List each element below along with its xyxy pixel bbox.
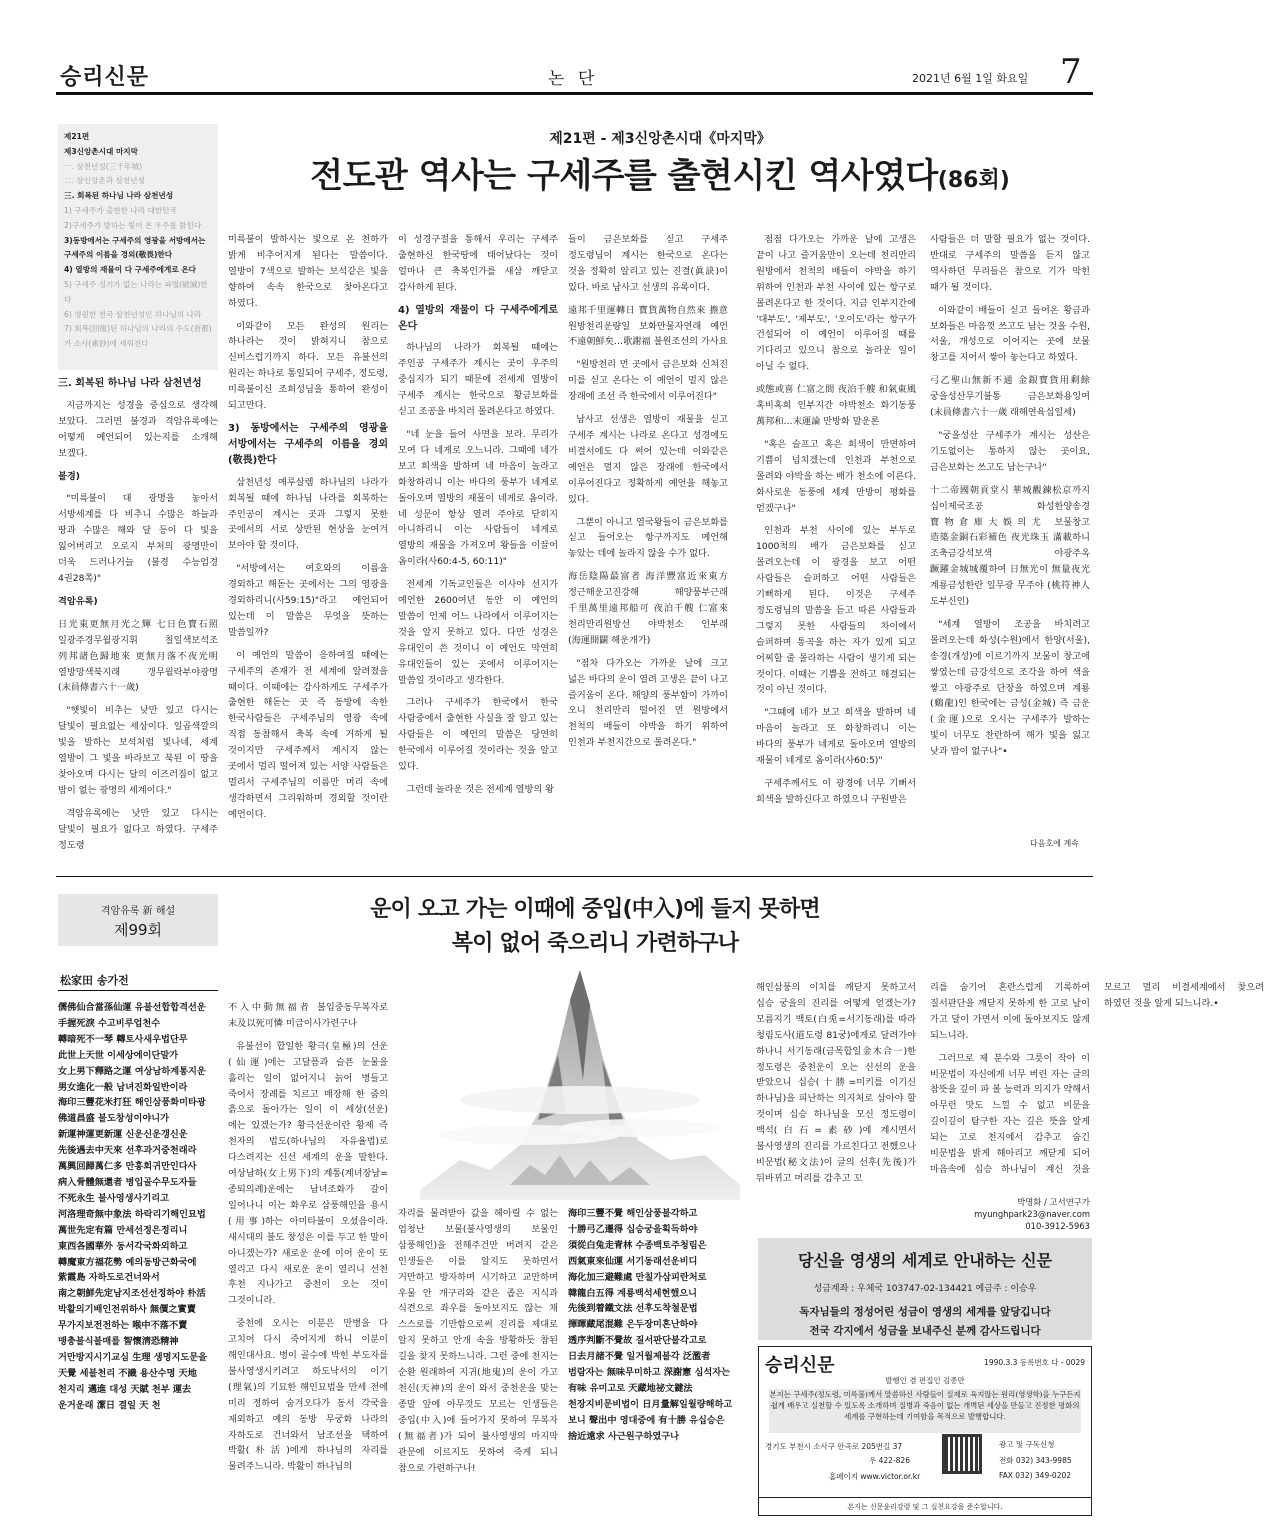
ad-account: 성금계좌 : 우체국 103747-02-134421 예금주 : 이승우 (813, 1284, 1037, 1294)
paragraph: 이와같이 모든 완성의 원리는 하나라는 것이 밝혀지니 참으로 신비스럽기까지 하다. 모든 유불선의 원리는 하나로 통일되어 구세주, 정도령, 미륵불이신 조희성님을 통하여 완성이 되고만다. (228, 320, 388, 412)
article2-column-2 (228, 1000, 388, 1515)
paragraph: "미륵불이 대 광명을 놓아서 서방세계를 다 비추니 수많은 하늘과 땅과 수많은 해와 달 등이 다 빛을 잃어버리고 오로지 부처의 광명만이 더욱 드러나거늘 (불경 수능엄경 4권28쪽)" (58, 493, 218, 584)
paragraph: 지금까지는 성경을 중심으로 생각해 보았다. 그러면 불경과 격암유록에는 어떻게 예언되어 있는지를 소개해 보겠다. (58, 399, 218, 459)
paragraph: 十二帝國朝貢堂시 華城觀鍊松京까지 십이제국조공 화성한양송경 寶物倉庫大娛의尤 보물창고 造築金銅石彩補色 夜光珠玉 滿載하니 조축금강석보색 야광주옥 蹶躍金城城覆하여 日無光이 無量夜光 계룡금성한란 일무광 무주야 (桃符神人 도부신인) (930, 484, 1090, 608)
paragraph: 弓乙聖山無新不通 金銀寶貨用剩餘 궁을성산무기불통 금은보화용잉여 (末員條書六十一歲 래해연육십일세) (930, 375, 1090, 419)
continued-note: 다음호에 계속 (1030, 839, 1079, 848)
paragraph: 이와같이 배들이 싣고 들어온 황금과 보화들은 마음껏 쓰고도 남는 것을 수원, 서울, 개성으로 이어지는 곳에 보물 창고를 지어서 쌓아 놓는다고 하였다. (930, 304, 1090, 364)
paragraph: 不入中動無福者 불입중동무복자로 末及以死可憐 미급이사가련구나 (228, 1002, 388, 1029)
ad-headline: 당신을 영생의 세계로 안내하는 신문 (797, 1251, 1053, 1270)
paragraph: 구세주께서도 이 광경에 너무 기뻐서 희색을 발하신다고 하였으니 구원받은 (756, 778, 916, 805)
ad-inquiry-label: 광고 및 구독신청 (999, 1440, 1055, 1449)
masthead-tel: 전화 032) 343-9985 (999, 1456, 1072, 1465)
subheading: 3) 동방에서는 구세주의 영광을 서방에서는 구세주의 이름을 경외(敬畏)한다 (228, 422, 388, 466)
paragraph: 미륵불이 발하시는 빛으로 온 천하가 밝게 비추어지게 된다는 말씀이다. 열방이 7색으로 발하는 보석같은 빛을 향하여 속속 한국으로 찾아온다고 하였다. (228, 234, 388, 309)
paragraph: 점점 다가오는 가까운 날에 고생은 끝이 나고 즐거움만이 오는데 천리만리 원방에서 천척의 배들이 야박을 하기 위하여 인천과 부천 사이에 있는 항구로 몰려온다고 한 것이다. 지금 인부지간에 '대부도', '제부도', '오이도'라는 항구가 건설되어 이 예언이 이루어질 때를 기다리고 있으니 참으로 놀라운 일이 아닐 수 없다. (756, 234, 916, 373)
section-title: 논 단 (548, 69, 599, 89)
masthead-address: 경기도 부천시 소사구 안곡로 205번길 37 (765, 1442, 903, 1451)
paragraph: "세계 열방이 조공을 바치려고 몰려오는데 화성(수원)에서 한양(서울), 송경(개성)에 이르기까지 보물이 창고에 쌓였는데 금강석으로 조각을 하여 색을 쌓고 야광주로 단장을 하였으며 계룡(鷄龍)인 한국에는 금성(金城) 즉 금운(金運)으로 오시는 구세주가 발하는 빛이 너무도 찬란하여 해가 빛을 잃고 낮과 밤이 없구나"• (930, 618, 1090, 758)
paragraph: 유불선이 합일한 황극(皇極)의 선운(仙運)에는 고달픔과 슬픈 눈물을 흘리는 일이 없어지니 늙어 병들고 죽어서 장례를 치르고 매장해 한 줌의 흙으로 돌아가는 일이 이 세상(선운)에는 있겠는가? 황극선운이란 황제 즉 천자의 법도(하나님의 자유율법)로 다스려지는 신선 세계의 운을 말한다. 여상남하(女上男下)의 계통(계녀장남=종퇴의례)운에는 남녀조화가 갈이 일어나니 이는 화우로 삼풍해인을 용시(用事)하는 아미타불이 오셨음이라. 새시대의 불도 창성은 이를 두고 한 말이 아니겠는가? 새로운 운에 이어 운이 또 열리고 다시 새로운 운이 열리니 선천 후천 지나가고 중천이 오는 것이 그것이니라. (228, 1040, 388, 1307)
article2-verse-column-1: 儒佛仙合當孫仙運 유불선합합격선운 手握死淚 수고비루업천수 轉暗死不一琴 轉토사새우법단무 此世上天世 이세상에이단말가 女上男下釋路之運 여상남하계통지운 男女進化一般 남녀진화일반이라 海印三豐花米打狂 해인삼풍화미타광 佛道昌盛 불도창성이야니가 新運神運更新運 신운신운갱신운 先後遇去中天來 선후과거중천래라 萬興回歸萬仁多 만흥회귀만인다사 病入骨體無還者 병입골수무도자들 不死永生 불사영생사기리고 河洛理奇無中象法 하락리기해인묘법 萬世先定有篇 만세선정은정리니 東西各國華外 동서각국화외하고 轉魔東方福花勢 예의동방근화국에 紫霞島 자하도로건너와서 南之朝鮮先定남지조선선정하야 朴活 박활의기배인전위하사 無價之實賣 무가지보전전하는 喉中不落不賣 맹충불식불매를 智懷淸恐精神 거만방지시기교심 生理 생명지도문을 天覺 세불천리 不識 용산수명 天地 천지리 邁進 대성 天賦 천부 運去 운거운래 潔日 결일 天 천 (58, 1002, 208, 1411)
paragraph: 해인삼풍의 이치를 깨닫지 못하고서 십승 궁을의 진리를 어떻게 얻겠는가? 모름지기 백토(白兎=서기동래)를 따라 청림도사(道도령 81궁)에게로 달려가야 하나니 서기동래(금목합일金木合一)한 정도령은 중천운이 오는 신선의 운을 받았으니 십승(十勝=미키를 이기신 하나님)을 피난하는 의지처로 삼아야 할 것이며 십승 하나님을 모신 정도령이 백석(白石=素砂)에 계시면서 불사영생의 진리를 가르친다고 전했으나 비문법(秘文法)이 글의 선후(先後)가 뒤바뀌고 머리를 감추고 꼬 (756, 982, 916, 1184)
article1-column-5 (756, 232, 916, 870)
brand-logo: 승리신문 (60, 65, 150, 90)
toc-title: 제3신앙촌시대 마지막 (64, 146, 138, 156)
paragraph: 이 예언의 말씀이 응하여질 때에는 구세주의 존재가 전 세계에 알려졌을 때이다. 이때에는 감사하게도 구세주가 출현한 해돋는 곳 즉 동방에 속한 한국사람들은 구세주님의 영광 속에 직접 동참해서 축복 속에 거하게 될 것이지만 구세주께서 계시지 않는 곳에서 멀리 떨어져 있는 서양 사람들은 멀리서 구세주님의 이름만 머리 속에 생각하면서 그리워하며 경외할 것이란 예언이다. (228, 649, 388, 820)
article2-headline-2: 복이 없어 죽으리니 가련하구나 (451, 931, 739, 956)
paragraph: "서방에서는 여호와의 이름을 경외하고 해돋는 곳에서는 그의 영광을 경외하리니(사59:15)"라고 예언되어 있는데 이 말씀은 무엇을 뜻하는 말씀일까? (228, 563, 388, 638)
paragraph: 이 성경구절을 통해서 우리는 구세주 출현하신 한국땅에 태어났다는 것이 얼마나 큰 축복인가를 새삼 깨닫고 감사하게 된다. (398, 234, 558, 293)
paragraph: 중천에 오시는 이분은 만병을 다 고치어 다시 죽어지게 하니 이분이 해인대사요. 병이 골수에 박힌 부도자를 불사영생시키려고 하도낙서의 이기(理氣)의 기묘한 해인묘법을 만세 전에 미리 정하여 숨겨오다가 동서 각국을 제외하고 예의 동방 무궁화 나라의 자하도로 건너와서 남조선을 택하여 박활(朴活)에게 하나님의 자리를 물려주느니라. 박활이 하나님의 (228, 1318, 388, 1473)
masthead-brand: 승리신문 (765, 1355, 835, 1376)
paragraph: 인천과 부천 사이에 있는 부두로 1000척의 배가 금은보화를 싣고 몰려오는데 이 광경을 보고 어떤 사람들은 슬퍼하고 어떤 사람들은 기뻐하게 된다. 이것은 구세주 정도령님의 말씀을 듣고 따른 사람들과 그렇지 못한 사람들의 차이에서 슬퍼하며 통곡을 하는 자가 있게 되고 어찌할 줄 몰라하는 사람이 생기게 되는 것이다. 이때는 기쁨을 전하고 해결되는 것이 아닌 것이다. (756, 525, 916, 696)
toc-item: 3)동방에서는 구세주의 영광을 서방에서는 구세주의 이름을 경외(敬畏)한다 (64, 235, 206, 260)
section-divider (56, 876, 1093, 877)
paragraph: "원방천리 먼 곳에서 금은보화 신쳐진 미를 싣고 온다는 이 예언이 멀지 않은 장래에 조선 즉 한국에서 이루어진다" (568, 359, 728, 403)
paragraph: 격암유록) (58, 595, 98, 607)
paragraph: 사람들은 더 말할 필요가 없는 것이다. 반대로 구세주의 말씀을 듣지 않고 역사하던 무리들은 참으로 기가 막힌 때가 될 것이다. (930, 234, 1090, 293)
byline (930, 1196, 1090, 1232)
toc-item: 一. 삼천년성(三千年城) (64, 161, 143, 171)
paragraph: 격암유록에는 낮만 있고 다시는 달빛이 필요가 없다고 하였다. 구세주 정도령 (58, 807, 218, 851)
paragraph: "궁을성산 구세주가 계시는 성산은 기도없이는 통하지 않는 곳이요, 금은보화는 쓰고도 남는구나" (930, 429, 1090, 473)
toc-item: 三. 회복된 하나님 나라 삼천년성 (64, 191, 174, 201)
toc-item: 6) 영원한 천국 삼천년성인 하나님의 나라 (64, 309, 202, 319)
paragraph: 日光東更無月光之輝 七日色寶石照 일광주경무월광지휘 칠일색보석조 列邦諸色歸地來 更無月落不夜光明 열방망색북지래 갱무월락부야광명 (末員條書六十一歲) (58, 618, 218, 694)
ad-thanks-1: 독자님들의 정성어린 성금이 영생의 세계를 앞당깁니다 (799, 1306, 1051, 1318)
masthead-zip: 우 422-826 (869, 1456, 910, 1465)
masthead-box (758, 1346, 1092, 1516)
paragraph: 하나님의 나라가 회복될 때에는 주인공 구세주가 계시는 곳이 우주의 중심지가 되기 때문에 전세계 열방이 구세주 계시는 한국으로 황금보화를 싣고 조공을 바치러 몰려온다고 하였다. (398, 342, 558, 418)
article1-headline: 전도관 역사는 구세주를 출현시킨 역사였다 (310, 156, 938, 196)
series-episode: 제99회 (113, 921, 163, 939)
donation-ad-box (758, 1238, 1092, 1340)
issue-date: 2021년 6월 1일 화요일 (912, 72, 1029, 85)
paragraph: "그때에 네가 보고 희색을 발하며 네 마음이 놀라고 또 화창하리니 이는 바다의 풍부가 네게로 돌아오며 열방의 재물이 네게로 옴이라(사60:5)" (756, 707, 916, 767)
article1-column-2 (228, 232, 388, 852)
paragraph: "점차 다가오는 가까운 날에 크고 넓은 바다의 운이 열려 고생은 끝이 나고 즐거움이 온다. 해양의 풍부함이 가까이 오니 천리만리 떨어진 먼 원방에서 천척의 배들이 야박을 하기 위하여 인천과 부천지간으로 몰려온다." (568, 657, 728, 749)
qr-code-icon[interactable] (945, 1437, 979, 1471)
article2-column-3 (398, 1206, 558, 1515)
series-toc (58, 124, 218, 370)
article2-verse-column-4: 海印三豐不覺 해인삼풍불각하고 十勝弓乙遷得 십승궁을획득하야 須從白兔走青林 수종백토주청림은 西氣東來仙運 서기동래선운비디 海化加三避難處 만칠가삼피란처로 韓龍白五得 계룡백석세현했으니 先後到着鐵文法 선후도착철문법 揮暉藏尾混難 은두장미혼난하야 透序判斷不覺故 질서판단불각고로 日去月諸不覺 일거월제불각 泛濫者 범람자는 無味무미하고 深謝憲 심석자는 有味 유미고로 天藏地祕文鍵法 천장지비문비법이 日月量解일월량해하고 보니 聲出中 영대중에 有十勝 유십승은 捨近遠求 사근원구하였구나 (568, 1208, 733, 1442)
masthead-homepage: 홈페이지 www.victor.or.kr (829, 1472, 921, 1481)
toc-item: 4) 열방의 재물이 다 구세주에게로 온다 (64, 265, 197, 275)
toc-item: 1) 구세주가 출현한 나라 대한민국 (64, 205, 177, 215)
paragraph: "네 눈을 들어 사면을 보라. 무리가 모여 다 네게로 오느니라. 그때에 네가 보고 희색을 발하며 네 마음이 놀라고 화창하리니 이는 바다의 풍부가 네게로 돌아오며 열방의 재물이 네게로 옴이라. 네 성문이 항상 열려 주야로 닫히지 아니하리니 이는 사람들이 네게로 열방의 재물을 가져오며 왕들을 이끌어 옴이라(사60:4-5, 60:11)" (398, 428, 558, 568)
masthead-publisher: 발행인 겸 편집인 김종만 (885, 1376, 965, 1385)
paragraph: 리를 숨기어 혼란스럽게 기록하여 질서판단을 깨닫지 못하게 한 고로 날이 가고 달이 가면서 이에 돌아보지도 않게 되느니라. (930, 982, 1090, 1041)
toc-item: 二. 삼신앙촌과 삼천년성 (64, 176, 145, 186)
paragraph: "혹은 슬프고 혹은 희색이 만면하여 기쁨이 넘치겠는데 인천과 부천으로 몰려와 야박을 하는 배가 천소에 이른다. 화사로운 동풍에 세계 만방이 평화를 얻겠구나" (756, 438, 916, 514)
article2-column-5 (756, 980, 1264, 1205)
masthead-fax: FAX 032) 349-0202 (999, 1471, 1072, 1480)
byline-phone: 010-3912-5963 (1025, 1221, 1090, 1231)
toc-item: 7) 회복(回復)된 하나님의 나라의 수도(首都)가 소사(素砂)에 세워진다 (64, 324, 212, 349)
toc-chapter: 제21편 (64, 132, 90, 141)
paragraph: 삼천년성 예루살렘 하나님의 나라가 회복될 때에 하나님 나라를 회복하는 주인공이 계시는 곳과 그렇지 못한 곳에서의 서로 상반된 현상을 눈여겨 보아야 할 것이다. (228, 476, 388, 552)
paragraph: 그러므로 제 분수와 그릇이 작아 이 비문법이 자신에게 너무 버린 자는 글의 참뜻을 깊이 파 볼 능력과 의지가 약해서 아무런 맛도 느낄 수 없고 비문을 깊이깊이 탐구한 자는 깊은 뜻을 알게 되는 고로 천지에서 감추고 숨긴 비문법을 밝게 해아리고 깨닫게 되어 마음속에 십승 하나님이 계신 것을 모르고 멀리 비결세계에서 찾으려 하였던 것을 알게 되느니라.• (930, 982, 1264, 1175)
byline-email: myunghpark23@naver.com (974, 1209, 1090, 1219)
header-rule (56, 92, 1093, 95)
series-label-box (58, 894, 218, 946)
paragraph: 그뿐이 아니고 열국왕들이 금은보화를 싣고 들어오는 항구까지도 예언해 놓았는 데에 놀라지 않을 수가 없다. (568, 516, 728, 560)
article1-column-3 (398, 232, 558, 870)
toc-item: 5) 구세주 성기가 없는 나라는 파멸(破滅)한다 (64, 279, 208, 304)
article1-column-4 (568, 232, 728, 852)
byline-name: 박명화 / 고서연구가 (1017, 1197, 1090, 1207)
toc-item: 2)구세주가 발하는 빛이 온 우주를 밝힌다 (64, 220, 202, 230)
page-number: 7 (1060, 52, 1082, 92)
article1-column-1 (58, 372, 218, 852)
masthead-mission: 본지는 구세주(정도령, 미륵불)께서 말씀하신 사람들이 실제로 육지않는 원리(영생학)을 누구든지 쉽게 배우고 실천할 수 있도록 소개하며 질병과 죽음이 없는 개벽된 세상을 만들고 진정한 평화의 세계를 구현하는데 기여함을 목적으로 발행합니다. (769, 1389, 1081, 1433)
subheading: 三. 회복된 하나님 나라 삼천년성 (58, 378, 202, 389)
article2-headline-1: 운이 오고 가는 이때에 중입(中入)에 들지 못하면 (370, 897, 820, 922)
masthead-registration: 1990.3.3 등록번호 다 - 0029 (984, 1358, 1085, 1367)
article1-kicker: 제21편 - 제3신앙촌시대《마지막》 (549, 131, 771, 147)
toc-list (64, 160, 212, 352)
series-label: 격암유록 新 해설 (100, 906, 176, 917)
masthead-footer: 본지는 신문윤리강령 및 그 실천요강을 준수합니다. (759, 1497, 1091, 1512)
paragraph: 들이 금은보화를 싣고 구세주 정도령님이 계시는 한국으로 온다는 것을 정확히 알리고 있는 진결(眞訣)이 있다. 바로 남사고 선생의 유록이다. (568, 234, 728, 293)
article1-episode: (86회) (937, 168, 1010, 193)
paragraph: 그러나 구세주가 한국에서 한국 사람중에서 출현한 사실을 잘 알고 있는 사람들은 이 예언의 말씀은 당연히 한국에서 이루어질 것이라는 것을 알고 있다. (398, 697, 558, 773)
article1-column-6 (930, 232, 1090, 837)
paragraph: 불경) (58, 470, 80, 482)
article1-headline-wrap (230, 148, 1090, 197)
paragraph: 遠邦千里運轉日 寶貨萬物自然來 擔意 원방천리운량일 보화만물자연래 예언 不遠朝鮮矣…歌謝福 불원조선의 가사요 (568, 304, 728, 348)
article2-author: 松家田 송가전 (60, 974, 129, 987)
author-rule (58, 990, 218, 991)
paragraph: 자리를 물려받아 값을 헤아릴 수 없는 엄청난 보물(불사영생의 보물인 삼풍해인)을 전해주건만 버려지 같은 인생들은 이를 알지도 못하면서 거만하고 방자하며 시기하고 교만하며 우물 안 개구리와 같은 좁은 지식과 식견으로 좌우를 돌아보지도 않는 채 스스로를 기만함으로써 진리를 제대로 알지 못하고 안개 속을 방황하듯 참된 길을 찾지 못하느니라. 그런 중에 천지는 순환 원래하여 지귀(地鬼)의 운이 가고 천신(天神)의 운이 와서 중천운을 맞는 종말 앞에 아무것도 모르는 인생들은 중입(中入)에 들어가지 못하여 무복자(無福者)가 되어 불사영생의 마지막 관문에 이르지도 못하여 죽게 되니 참으로 가련하구나! (398, 1208, 558, 1474)
subheading: 4) 열방의 재물이 다 구세주에게로 온다 (398, 304, 558, 332)
ad-thanks-2: 전국 각지에서 성금을 보내주신 분께 감사드립니다 (809, 1325, 1041, 1337)
paragraph: 或態或喜 仁富之間 夜泊千艘 和氣東風 혹비혹희 인부지간 야박천소 화기동풍 萬邦和…末運論 만방화 말운론 (756, 384, 916, 427)
paragraph: 海岳陰陽最富者 海洋豐富近來東方 정근해운고진강해 해양풍부근래 千里萬里遠邦船可 夜泊千艘 仁富來 천리만리원방선 야박천소 인부래 (海運開闢 해운개가) (568, 571, 728, 646)
paragraph: 전세계 기독교인들은 이사야 선지가 예언한 2600여년 동안 이 예언의 말씀이 언제 어느 나라에서 이루어지는 것을 알지 못하고 있다. 다만 성경은 유대인이 쓴 것이니 이 예언도 막연히 유대인들이 있는 곳에서 이루어지는 말씀일 것이라고 생각한다. (398, 579, 558, 686)
paragraph: 그런데 놀라운 것은 전세계 열방의 왕 (406, 784, 554, 795)
paragraph: 남사고 선생은 열방이 재물을 싣고 구세주 계시는 나라로 온다고 성경에도 비결서에도 다 써어 있는데 이와같은 예언은 멀지 않은 장래에 한국에서 이루어진다고 정확하게 예언을 해놓고 있다. (568, 414, 728, 505)
paragraph: "햇빛이 비추는 낮만 있고 다시는 달빛이 필요없는 세상이다. 일곱색깔의 빛을 발하는 보석처럼 빛나네, 세계 열방이 그 빛을 바라보고 북된 이 땅을 찾아오며 다시는 달의 이즈러짐이 없고 밤이 없는 광명의 세계이다." (58, 705, 218, 796)
mountain-illustration (420, 960, 740, 1200)
